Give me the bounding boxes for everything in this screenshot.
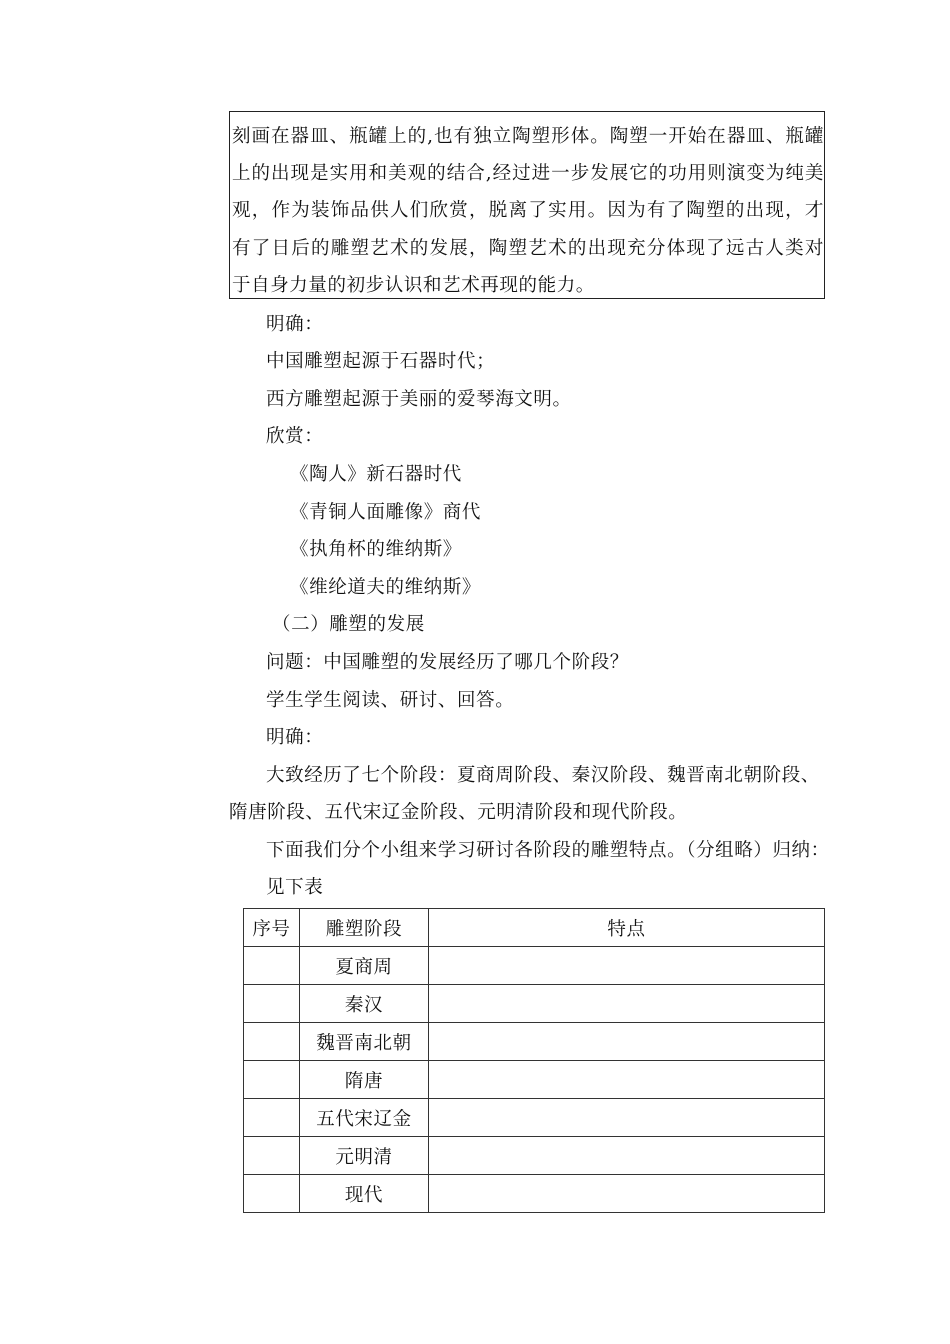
question-text: 问题：中国雕塑的发展经历了哪几个阶段？ [266, 652, 629, 673]
table-row [244, 1061, 825, 1099]
cell-stage: 秦汉 [300, 985, 429, 1023]
appreciate-label: 欣赏： [266, 426, 324, 447]
table-row [244, 1175, 825, 1213]
cell-no [244, 1023, 300, 1061]
cell-feature [429, 1175, 825, 1213]
header-feature: 特点 [429, 909, 825, 947]
table-row [244, 947, 825, 985]
cell-no [244, 1061, 300, 1099]
cell-feature [429, 1099, 825, 1137]
cell-stage: 夏商周 [300, 947, 429, 985]
cell-no [244, 985, 300, 1023]
table-row [244, 1023, 825, 1061]
table-header-row [244, 909, 825, 947]
china-origin-text: 中国雕塑起源于石器时代； [266, 351, 496, 372]
group-text-line2: 见下表 [266, 877, 324, 898]
stages-text-line2: 隋唐阶段、五代宋辽金阶段、元明清阶段和现代阶段。 [229, 802, 688, 823]
cell-stage: 现代 [300, 1175, 429, 1213]
stages-text-line1: 大致经历了七个阶段：夏商周阶段、秦汉阶段、魏晋南北朝阶段、 [266, 765, 820, 786]
cell-feature [429, 1137, 825, 1175]
section-heading: （二）雕塑的发展 [272, 614, 425, 635]
table-row [244, 985, 825, 1023]
cell-no [244, 1137, 300, 1175]
cell-stage: 魏晋南北朝 [300, 1023, 429, 1061]
artwork-item: 《青铜人面雕像》商代 [290, 502, 482, 523]
cell-no [244, 1099, 300, 1137]
cell-feature [429, 947, 825, 985]
cell-stage: 隋唐 [300, 1061, 429, 1099]
header-no: 序号 [244, 909, 300, 947]
west-origin-text: 西方雕塑起源于美丽的爱琴海文明。 [266, 389, 572, 410]
clarify-label-2: 明确： [266, 727, 324, 748]
header-stage: 雕塑阶段 [300, 909, 429, 947]
artwork-item: 《执角杯的维纳斯》 [290, 539, 462, 560]
cell-feature [429, 1061, 825, 1099]
artwork-item: 《陶人》新石器时代 [290, 464, 462, 485]
table-row [244, 1099, 825, 1137]
cell-no [244, 1175, 300, 1213]
students-text: 学生学生阅读、研讨、回答。 [266, 690, 515, 711]
cell-stage: 元明清 [300, 1137, 429, 1175]
stages-table [243, 908, 825, 1213]
clarify-label-1: 明确： [266, 314, 324, 335]
table-row [244, 1137, 825, 1175]
cell-stage: 五代宋辽金 [300, 1099, 429, 1137]
group-text-line1: 下面我们分个小组来学习研讨各阶段的雕塑特点。（分组略）归纳： [266, 840, 830, 861]
artwork-item: 《维纶道夫的维纳斯》 [290, 577, 482, 598]
boxed-paragraph: 刻画在器皿、瓶罐上的,也有独立陶塑形体。陶塑一开始在器皿、瓶罐上的出现是实用和美观的结合,经过进一步发展它的功用则演变为纯美观，作为装饰品供人们欣赏，脱离了实用。因为有了陶塑的出现，才有了日后的雕塑艺术的发展，陶塑艺术的出现充分体现了远古人类对于自身力量的初步认识和艺术再现的能力。 [229, 111, 825, 299]
cell-feature [429, 985, 825, 1023]
cell-feature [429, 1023, 825, 1061]
cell-no [244, 947, 300, 985]
